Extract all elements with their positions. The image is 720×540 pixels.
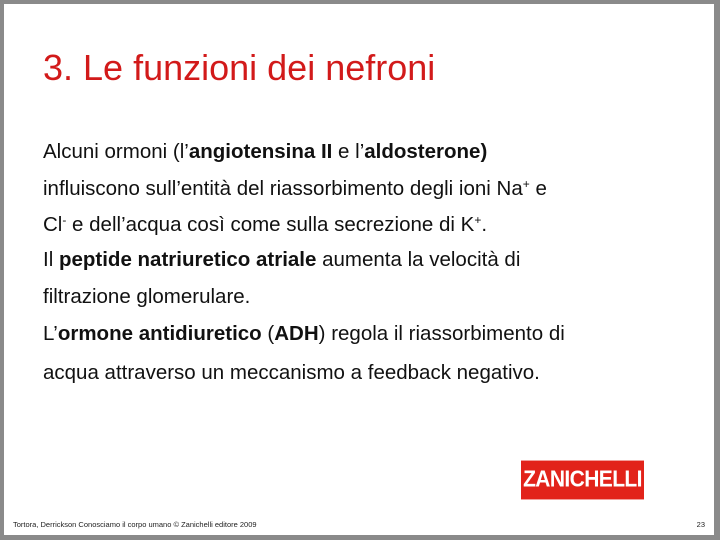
slide-title: 3. Le funzioni dei nefroni <box>43 47 436 88</box>
paragraph-hormones-line-1 <box>43 140 487 164</box>
text-run: e l’ <box>332 140 365 163</box>
superscript-plus: + <box>522 177 530 191</box>
text-run: L’ <box>43 322 58 345</box>
text-run: ( <box>261 322 275 345</box>
text-run: ) regola il riassorbimento di <box>318 322 565 345</box>
term-ormone-antidiuretico: ormone antidiuretico <box>57 322 262 345</box>
page-number: 23 <box>696 520 705 529</box>
paragraph-adh-line-2: acqua attraverso un meccanismo a feedback negativo. <box>43 361 540 384</box>
slide <box>4 4 714 535</box>
text-run: e <box>529 177 547 200</box>
text-run: aumenta la velocità di <box>316 248 521 271</box>
paragraph-hormones-line-2 <box>43 177 547 201</box>
text-run: influiscono sull’entità del riassorbimento degli ioni Na <box>43 177 523 200</box>
term-adh: ADH <box>274 322 319 345</box>
paragraph-adh-line-1 <box>43 322 565 346</box>
footer-credit: Tortora, Derrickson Conosciamo il corpo umano © Zanichelli editore 2009 <box>13 520 257 529</box>
superscript-minus: - <box>62 213 67 227</box>
paragraph-anp-line-2: filtrazione glomerulare. <box>43 285 251 308</box>
paragraph-anp-line-1 <box>43 248 520 272</box>
paragraph-hormones-line-3 <box>43 213 487 237</box>
term-angiotensina: angiotensina II <box>188 140 333 163</box>
term-aldosterone: aldosterone) <box>364 140 488 163</box>
text-run: e dell’acqua così come sulla secrezione di K <box>66 213 475 236</box>
text-run: Alcuni ormoni (l’ <box>43 140 189 163</box>
text-run: Il <box>43 248 59 271</box>
superscript-plus: + <box>474 213 482 227</box>
text-run: Cl <box>43 213 63 236</box>
zanichelli-logo: ZANICHELLI <box>521 461 644 500</box>
text-run: . <box>481 213 488 236</box>
term-peptide-natriuretico: peptide natriuretico atriale <box>58 248 317 271</box>
